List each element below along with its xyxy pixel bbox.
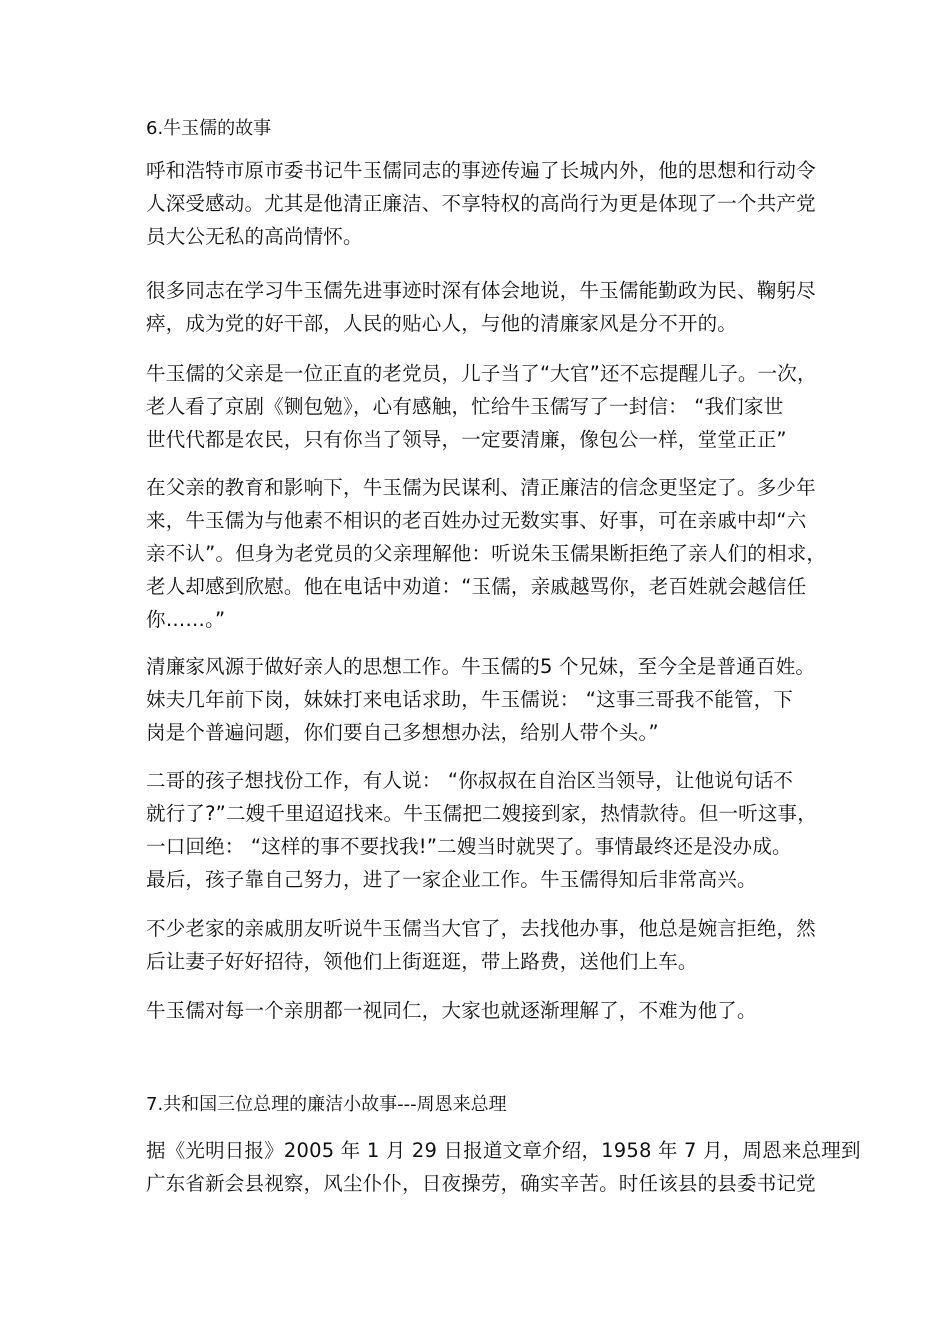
paragraph [146, 650, 836, 749]
text-line: 你……。” [146, 608, 226, 631]
section-heading-6: 6.牛玉儒的故事 [146, 118, 272, 139]
paragraph [146, 994, 836, 1027]
text-line: 就行了?”二嫂千里迢迢找来。牛玉儒把二嫂接到家，热情款待。但一听这事， [146, 802, 817, 825]
paragraph [146, 357, 836, 456]
text-line: 牛玉儒对每一个亲朋都一视同仁，大家也就逐渐理解了，不难为他了。 [146, 999, 757, 1022]
text-line: 人深受感动。尤其是他清正廉洁、不享特权的高尚行为更是体现了一个共产党 [146, 192, 816, 215]
text-line: 瘁，成为党的好干部，人民的贴心人，与他的清廉家风是分不开的。 [146, 312, 738, 335]
paragraph [146, 764, 836, 896]
text-line: 世代代都是农民，只有你当了领导，一定要清廉，像包公一样，堂堂正正” [146, 428, 787, 451]
section-heading-7: 7.共和国三位总理的廉洁小故事---周恩来总理 [146, 1094, 507, 1115]
paragraph [146, 1134, 861, 1200]
paragraph [146, 274, 836, 340]
text-line: 广东省新会县视察，风尘仆仆，日夜操劳，确实辛苦。时任该县的县委书记党 [146, 1172, 816, 1195]
text-line: 呼和浩特市原市委书记牛玉儒同志的事迹传遍了长城内外，他的思想和行动令 [146, 159, 816, 182]
text-line: 最后，孩子靠自己努力，进了一家企业工作。牛玉儒得知后非常高兴。 [146, 868, 757, 891]
text-line: 不少老家的亲戚朋友听说牛玉儒当大官了，去找他办事，他总是婉言拒绝，然 [146, 917, 816, 940]
text-line: 一口回绝： “这样的事不要找我!”二嫂当时就哭了。事情最终还是没办成。 [146, 835, 792, 858]
text-line: 在父亲的教育和影响下，牛玉儒为民谋利、清正廉洁的信念更坚定了。多少年 [146, 476, 816, 499]
text-line: 清廉家风源于做好亲人的思想工作。牛玉儒的5 个兄妹，至今全是普通百姓。 [146, 655, 816, 678]
paragraph [146, 154, 836, 253]
text-line: 牛玉儒的父亲是一位正直的老党员，儿子当了“大官”还不忘提醒儿子。一次， [146, 362, 817, 385]
text-line: 妹夫几年前下岗，妹妹打来电话求助，牛玉儒说： “这事三哥我不能管，下 [146, 688, 794, 711]
paragraph [146, 471, 836, 636]
text-line: 很多同志在学习牛玉儒先进事迹时深有体会地说，牛玉儒能勤政为民、鞠躬尽 [146, 279, 816, 302]
text-line: 来，牛玉儒为与他素不相识的老百姓办过无数实事、好事，可在亲戚中却“六 [146, 509, 807, 532]
text-line: 岗是个普遍问题，你们要自己多想想办法，给别人带个头。” [146, 721, 659, 744]
text-line: 据《光明日报》2005 年 1 月 29 日报道文章介绍，1958 年 7 月，周恩来总理到 [146, 1139, 861, 1162]
text-line: 老人却感到欣慰。他在电话中劝道：“玉儒，亲戚越骂你，老百姓就会越信任 [146, 575, 807, 598]
text-line: 二哥的孩子想找份工作，有人说： “你叔叔在自治区当领导，让他说句话不 [146, 769, 794, 792]
text-line: 老人看了京剧《铡包勉》，心有感触，忙给牛玉儒写了一封信： “我们家世 [146, 395, 784, 418]
paragraph [146, 912, 836, 978]
text-line: 亲不认”。但身为老党员的父亲理解他：听说朱玉儒果断拒绝了亲人们的相求， [146, 542, 827, 565]
text-line: 员大公无私的高尚情怀。 [146, 225, 363, 248]
text-line: 后让妻子好好招待，领他们上街逛逛，带上路费，送他们上车。 [146, 950, 698, 973]
